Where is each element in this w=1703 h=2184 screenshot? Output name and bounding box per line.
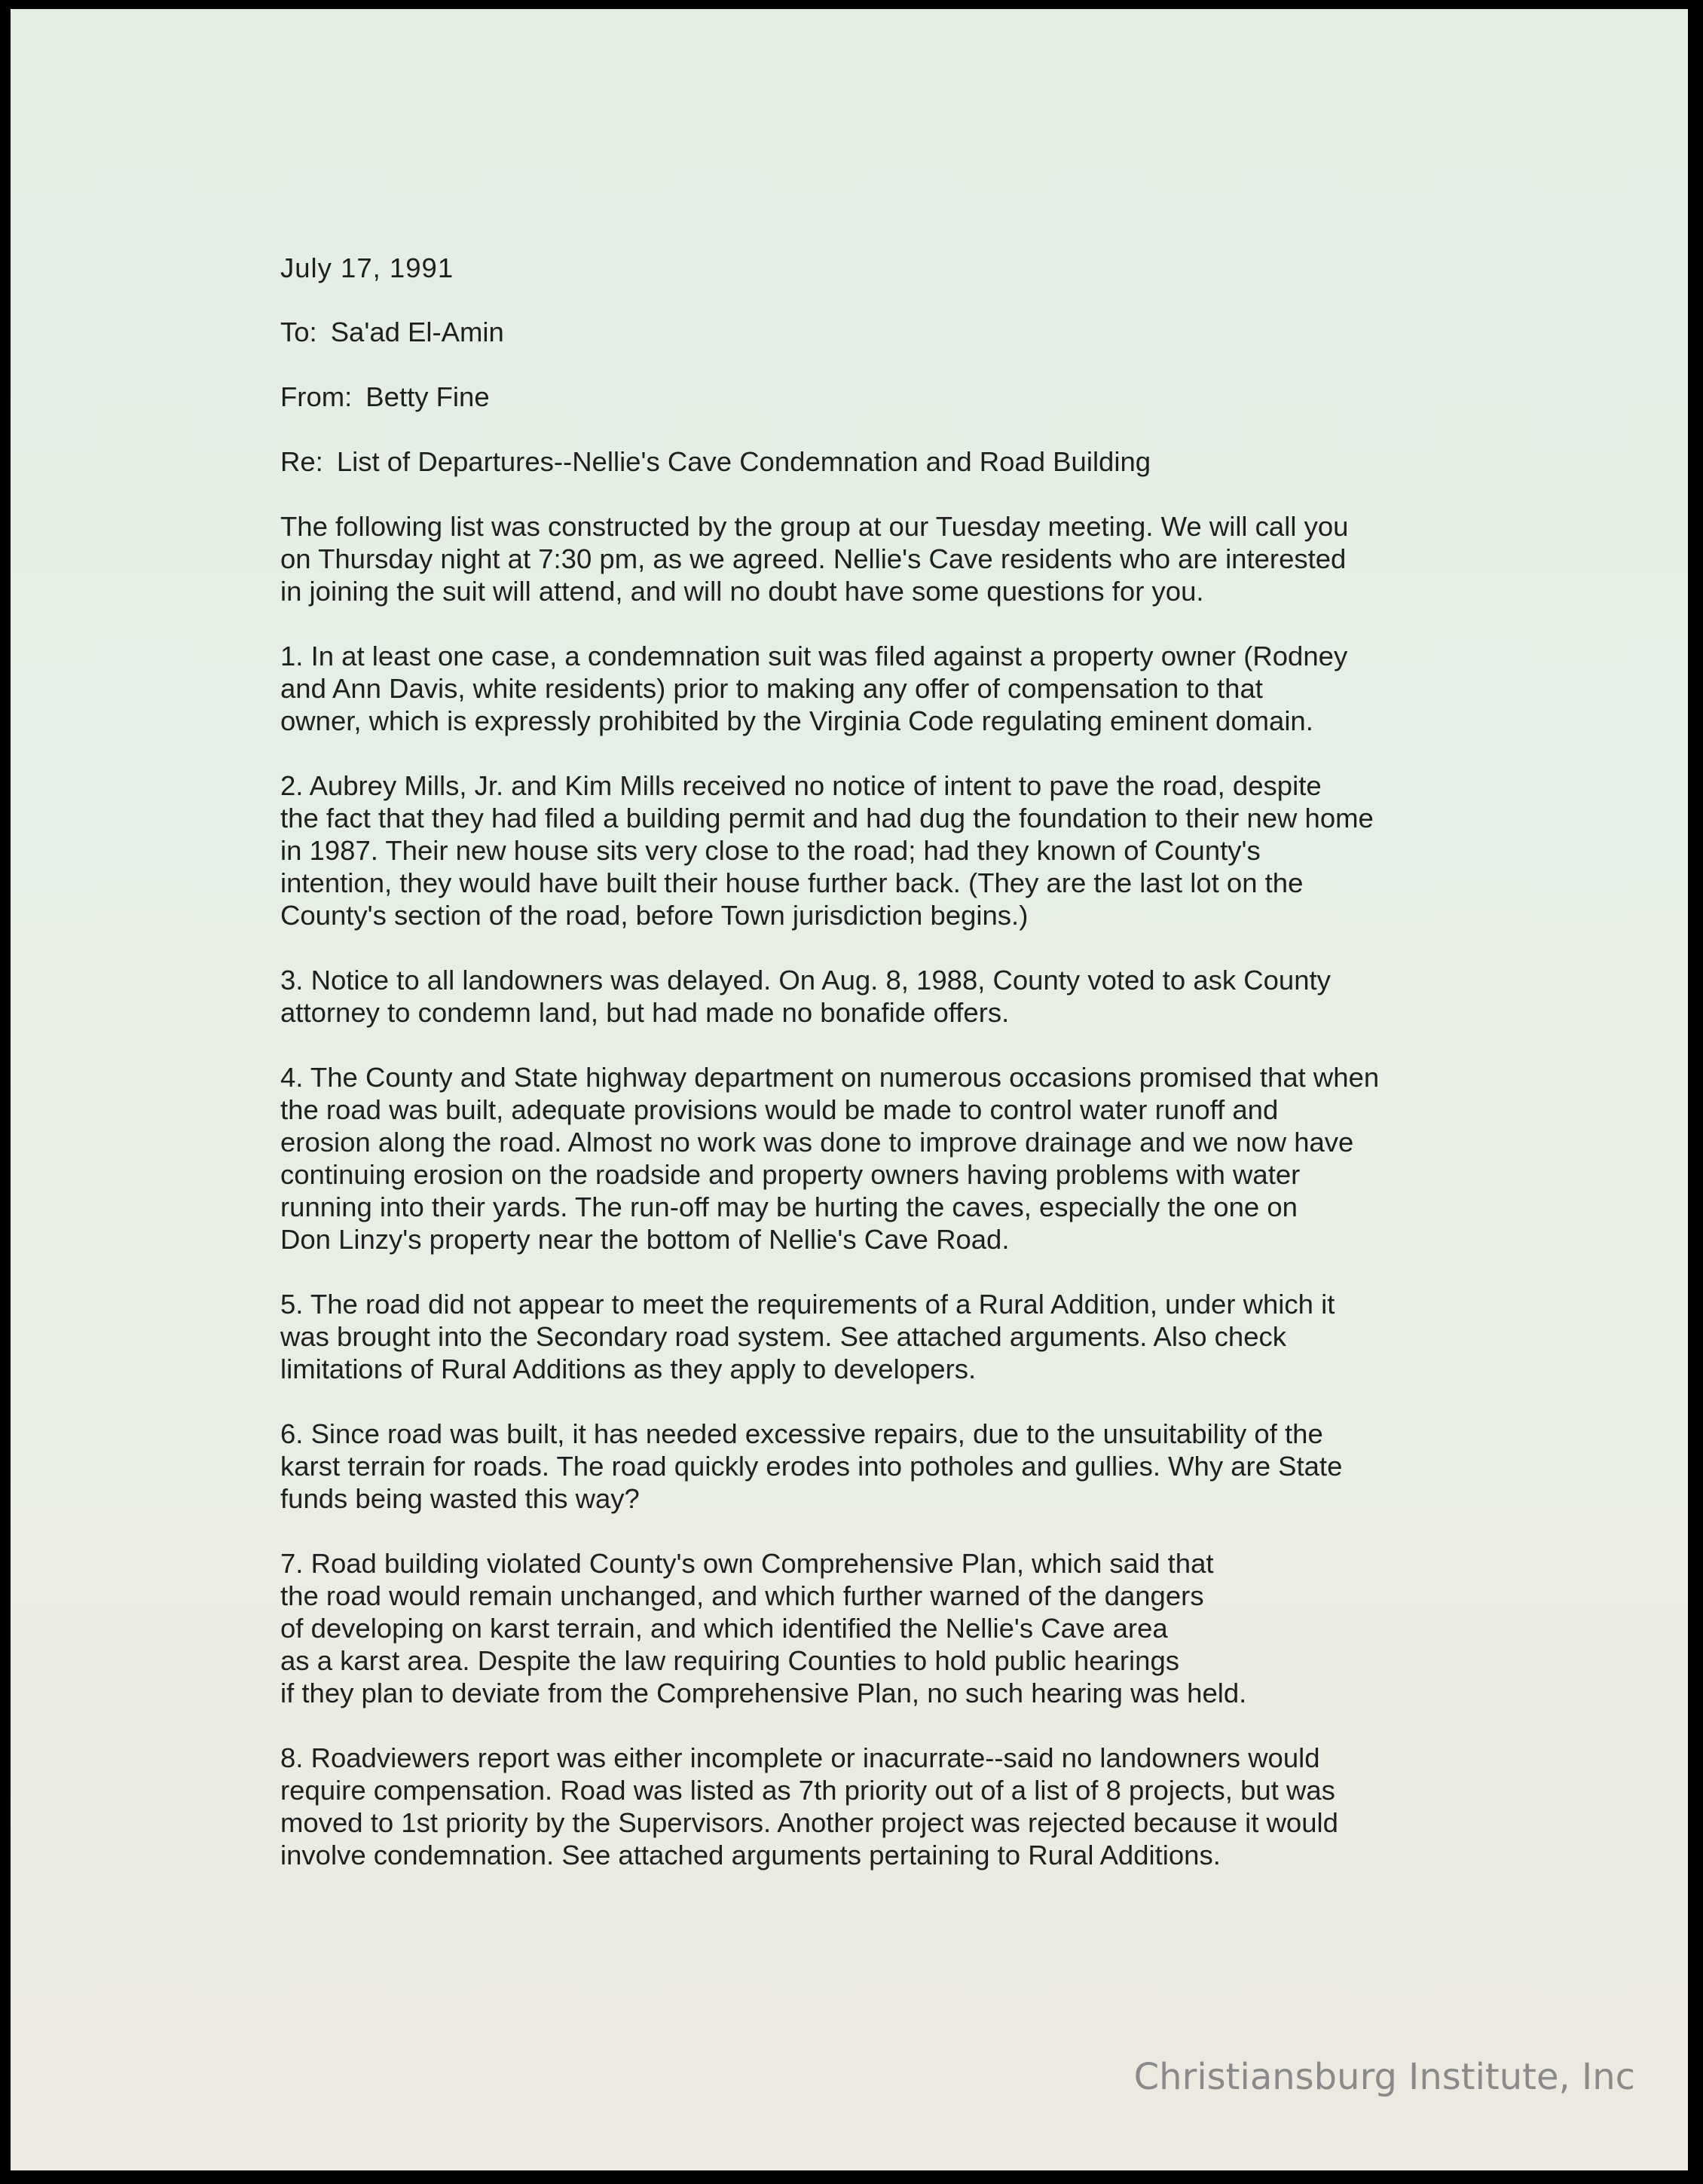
departure-item-8 — [280, 1742, 1561, 1871]
paragraph-line: 3. Notice to all landowners was delayed. On Aug. 8, 1988, County voted to ask County — [280, 965, 1331, 996]
paragraph-line: the road would remain unchanged, and which further warned of the dangers — [280, 1580, 1204, 1611]
paragraph-line: moved to 1st priority by the Supervisors. Another project was rejected because it would — [280, 1807, 1338, 1838]
paragraph-line: 1. In at least one case, a condemnation suit was filed against a property owner (Rodney — [280, 641, 1348, 671]
paragraph-line: in 1987. Their new house sits very close to the road; had they known of County's — [280, 835, 1261, 866]
paragraph-line: and Ann Davis, white residents) prior to making any offer of compensation to that — [280, 673, 1263, 704]
departure-item-2 — [280, 769, 1561, 931]
paragraph-line: was brought into the Secondary road system. See attached arguments. Also check — [280, 1321, 1287, 1352]
paragraph-line: intention, they would have built their house further back. (They are the last lot on the — [280, 867, 1304, 898]
paragraph-line: as a karst area. Despite the law requiring Counties to hold public hearings — [280, 1645, 1180, 1676]
letter-body — [280, 252, 1561, 1904]
paragraph-line: limitations of Rural Additions as they apply to developers. — [280, 1354, 977, 1384]
paragraph-line: on Thursday night at 7:30 pm, as we agreed. Nellie's Cave residents who are interested — [280, 543, 1347, 574]
paragraph-line: The following list was constructed by the group at our Tuesday meeting. We will call you — [280, 511, 1349, 542]
paragraph-line: the road was built, adequate provisions would be made to control water runoff and — [280, 1094, 1279, 1125]
paragraph-line: 8. Roadviewers report was either incomplete or inacurrate--said no landowners would — [280, 1742, 1320, 1773]
paragraph-line: erosion along the road. Almost no work was done to improve drainage and we now have — [280, 1127, 1354, 1158]
departure-item-4 — [280, 1061, 1561, 1256]
paragraph-line: in joining the suit will attend, and will no doubt have some questions for you. — [280, 576, 1204, 607]
paragraph-line: owner, which is expressly prohibited by the Virginia Code regulating eminent domain. — [280, 705, 1313, 736]
letter-date: July 17, 1991 — [280, 252, 454, 283]
paragraph-line: karst terrain for roads. The road quickly erodes into potholes and gullies. Why are State — [280, 1451, 1343, 1482]
paragraph-line: continuing erosion on the roadside and property owners having problems with water — [280, 1159, 1301, 1190]
departure-item-6 — [280, 1418, 1561, 1515]
sender-line — [280, 381, 1561, 413]
paragraph-line: 5. The road did not appear to meet the requirements of a Rural Addition, under which it — [280, 1289, 1335, 1320]
departure-item-3 — [280, 964, 1561, 1029]
paragraph-line: Don Linzy's property near the bottom of Nellie's Cave Road. — [280, 1224, 1010, 1255]
paragraph-line: 7. Road building violated County's own Comprehensive Plan, which said that — [280, 1548, 1214, 1579]
letter-page — [11, 9, 1688, 2170]
paragraph-line: County's section of the road, before Town jurisdiction begins.) — [280, 900, 1029, 931]
paragraph-line: 6. Since road was built, it has needed excessive repairs, due to the unsuitability of the — [280, 1418, 1323, 1449]
from-label: From: — [280, 381, 353, 412]
recipient-name: Sa'ad El-Amin — [330, 317, 504, 347]
paragraph-line: the fact that they had filed a building permit and had dug the foundation to their new home — [280, 803, 1374, 834]
to-label: To: — [280, 317, 317, 347]
paragraph-line: running into their yards. The run-off may be hurting the caves, especially the one on — [280, 1191, 1298, 1222]
re-label: Re: — [280, 446, 323, 477]
departure-item-5 — [280, 1288, 1561, 1385]
paragraph-line: attorney to condemn land, but had made no bonafide offers. — [280, 997, 1010, 1028]
archive-watermark: Christiansburg Institute, Inc — [1133, 2056, 1635, 2098]
departure-item-7 — [280, 1547, 1561, 1709]
subject-line — [280, 445, 1561, 478]
subject-text: List of Departures--Nellie's Cave Condemnation and Road Building — [336, 446, 1151, 477]
departure-item-1 — [280, 640, 1561, 737]
paragraph-line: 2. Aubrey Mills, Jr. and Kim Mills received no notice of intent to pave the road, despite — [280, 770, 1322, 801]
paragraph-line: of developing on karst terrain, and which identified the Nellie's Cave area — [280, 1613, 1168, 1644]
recipient-line — [280, 316, 1561, 348]
sender-name: Betty Fine — [365, 381, 490, 412]
paragraph-line: require compensation. Road was listed as 7th priority out of a list of 8 projects, but was — [280, 1775, 1335, 1806]
paragraph-line: funds being wasted this way? — [280, 1483, 640, 1514]
paragraph-line: 4. The County and State highway department on numerous occasions promised that when — [280, 1062, 1380, 1093]
intro-paragraph — [280, 510, 1561, 607]
paragraph-line: involve condemnation. See attached arguments pertaining to Rural Additions. — [280, 1840, 1221, 1870]
paragraph-line: if they plan to deviate from the Comprehensive Plan, no such hearing was held. — [280, 1678, 1247, 1708]
